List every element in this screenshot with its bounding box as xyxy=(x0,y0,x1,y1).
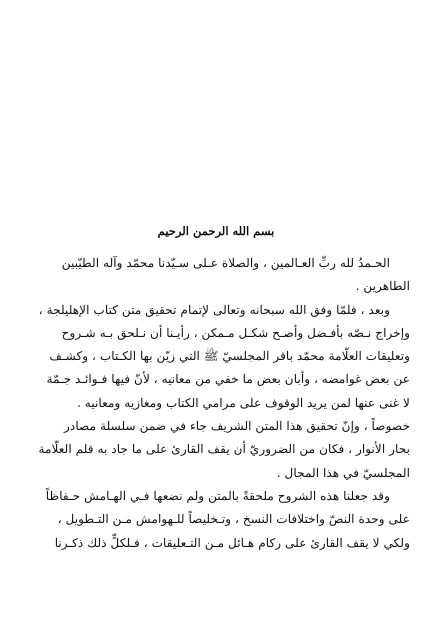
text-line: وبعد ، فلمّا وفق الله سبحانه وتعالى لإتمام تحقيق متن كتاب الإهليلجة ، xyxy=(38,302,390,317)
body-text xyxy=(22,252,410,555)
paragraph-opening xyxy=(22,252,410,299)
basmala-heading: بسم الله الرحمن الرحيم xyxy=(157,224,275,238)
text-line: الطاهرين . xyxy=(355,279,410,294)
text-line: بحار الأنوار ، فكان من الضروريّ أن يقف القارئ على ما جاد به قلم العلّامة xyxy=(38,442,410,457)
text-line: وتعليقات العلّامة محمّد باقر المجلسيّ ﷺ التي زيّن بها الكـتاب ، وكشـف xyxy=(49,349,410,364)
text-line: وإخراج نـصّه بأفـضل وأصـح شكـل مـمكن ، رأيـنا أن نـلحق بـه شـروح xyxy=(61,325,410,340)
paragraph-introduction xyxy=(22,299,410,415)
text-line: خصوصاً ، وإنّ تحقيق هذا المتن الشريف جاء في ضمن سلسلة مصادر xyxy=(64,419,410,434)
text-line: المجلسيّ في هذا المجال . xyxy=(276,465,410,480)
text-line: لا غنى عنها لمن يريد الوقوف على مرامي الكتاب ومغازيه ومعانيه . xyxy=(77,395,410,410)
text-line: عن بعض غوامضه ، وأبان بعض ما خفي من معانيه ، لأنّ فيها فـوائـد جـمّة xyxy=(46,372,410,387)
text-line: الحـمدُ لله ربِّ العـالمين ، والصلاة عـلى سـيّدنا محمّد وآله الطيّبين xyxy=(61,256,390,270)
text-line: وقد جعلنا هذه الشروح ملحقةً بالمتن ولم نضعها فـي الهـامش حـفاظاً xyxy=(45,488,390,503)
paragraph-especially xyxy=(22,415,410,485)
text-line: على وحدة النصّ واختلافات النسخ ، وتـخليصاً للـهوامش مـن التـطويل ، xyxy=(57,512,410,527)
text-line: ولكي لا يقف القارئ على ركام هـائل مـن التـعليقات ، فـلكلٍّ ذلك ذكـرنا xyxy=(54,535,410,550)
paragraph-commentary xyxy=(22,485,410,555)
